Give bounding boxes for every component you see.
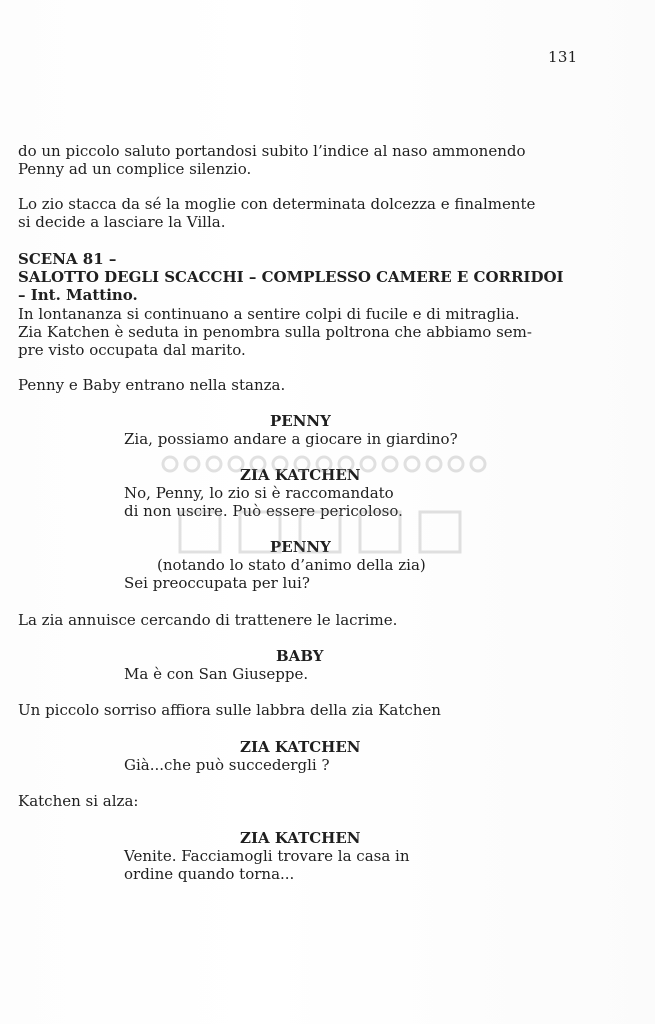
dialogue-line: di non uscire. Può essere pericoloso. bbox=[124, 502, 403, 520]
character-name: ZIA KATCHEN bbox=[240, 738, 361, 756]
paragraph-line: si decide a lasciare la Villa. bbox=[18, 213, 226, 231]
dialogue-line: No, Penny, lo zio si è raccomandato bbox=[124, 484, 394, 502]
action-line: Penny e Baby entrano nella stanza. bbox=[18, 376, 286, 394]
action-line: In lontananza si continuano a sentire colpi di fucile e di mitraglia. bbox=[18, 305, 520, 323]
paragraph-line: Penny ad un complice silenzio. bbox=[18, 160, 252, 178]
dialogue-line: Già...che può succedergli ? bbox=[124, 756, 330, 774]
dialogue-line: Zia, possiamo andare a giocare in giardino? bbox=[124, 430, 458, 448]
character-name: ZIA KATCHEN bbox=[240, 829, 361, 847]
paragraph-line: Lo zio stacca da sé la moglie con determinata dolcezza e finalmente bbox=[18, 195, 536, 213]
action-line: Un piccolo sorriso affiora sulle labbra della zia Katchen bbox=[18, 701, 441, 719]
parenthetical: (notando lo stato d’animo della zia) bbox=[157, 556, 426, 574]
character-name: BABY bbox=[276, 647, 324, 665]
dialogue-line: Venite. Facciamogli trovare la casa in bbox=[124, 847, 410, 865]
scene-heading: SCENA 81 – bbox=[18, 250, 117, 268]
page-number: 131 bbox=[548, 48, 578, 66]
scene-heading-time: – Int. Mattino. bbox=[18, 286, 138, 304]
scene-heading-location: SALOTTO DEGLI SCACCHI – COMPLESSO CAMERE E CORRIDOI bbox=[18, 268, 564, 286]
action-line: pre visto occupata dal marito. bbox=[18, 341, 246, 359]
dialogue-line: Ma è con San Giuseppe. bbox=[124, 665, 309, 683]
action-line: Katchen si alza: bbox=[18, 792, 139, 810]
dialogue-line: ordine quando torna... bbox=[124, 865, 295, 883]
character-name: PENNY bbox=[270, 538, 331, 556]
character-name: ZIA KATCHEN bbox=[240, 466, 361, 484]
character-name: PENNY bbox=[270, 412, 331, 430]
paragraph-line: do un piccolo saluto portandosi subito l’indice al naso ammonendo bbox=[18, 142, 526, 160]
action-line: La zia annuisce cercando di trattenere le lacrime. bbox=[18, 611, 398, 629]
dialogue-line: Sei preoccupata per lui? bbox=[124, 574, 310, 592]
action-line: Zia Katchen è seduta in penombra sulla poltrona che abbiamo sem- bbox=[18, 323, 532, 341]
